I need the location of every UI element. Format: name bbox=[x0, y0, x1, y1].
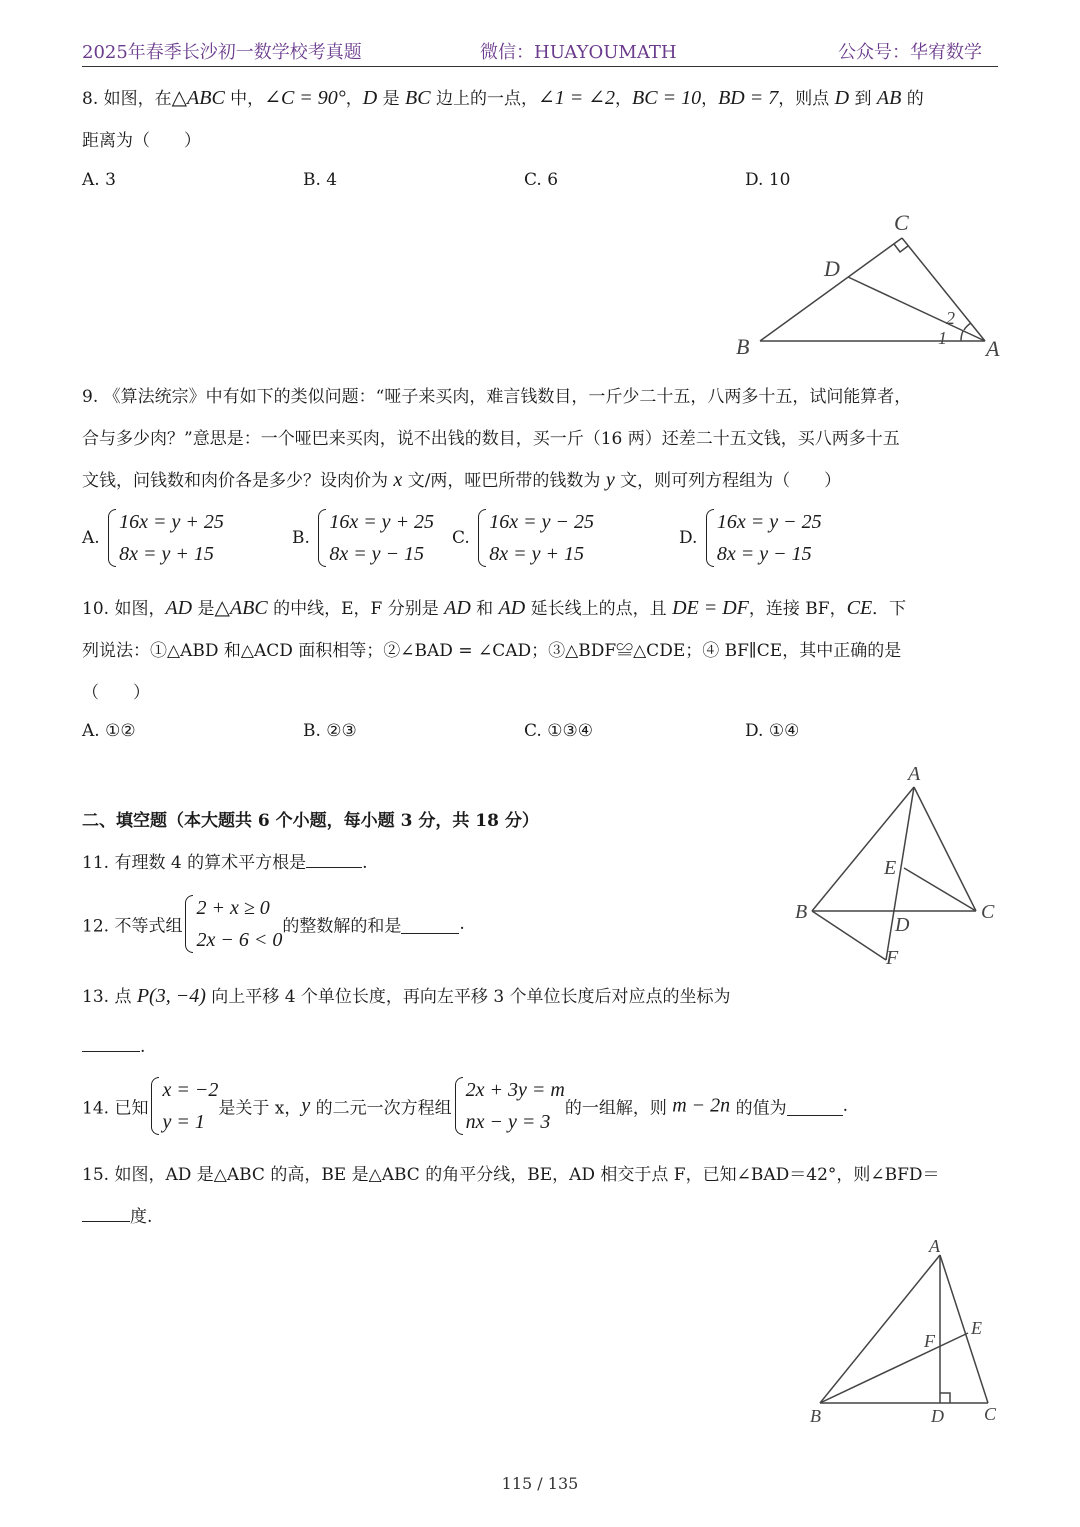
q15-label-e: E bbox=[971, 1318, 982, 1338]
q10-label-b: B bbox=[795, 901, 808, 923]
header-right: 公众号：华宥数学 bbox=[838, 42, 982, 63]
q15-segment-ab bbox=[820, 1255, 940, 1403]
q15-line1: 15. 如图，AD 是△ABC 的高，BE 是△ABC 的角平分线，BE，AD 相交于点 F，已知∠BAD＝42°，则∠BFD＝ bbox=[82, 1165, 940, 1185]
q10-option-c: C. ①③④ bbox=[524, 721, 593, 741]
header-center: 微信：HUAYOUMATH bbox=[480, 42, 677, 63]
q10-label-c: C bbox=[981, 901, 995, 923]
q10-option-a: A. ①② bbox=[82, 721, 136, 741]
q8-label-c: C bbox=[894, 210, 909, 235]
q12-line: 12. 不等式组 2 + x ≥ 0 2x − 6 < 0 的整数解的和是 . bbox=[82, 892, 465, 956]
q13-line2: . bbox=[82, 1033, 145, 1057]
q10-line2: 列说法：①△ABD 和△ACD 面积相等；②∠BAD = ∠CAD；③△BDF≌△CDE；④ BF∥CE，其中正确的是 bbox=[82, 641, 902, 661]
q9-option-a: A. 16x = y + 25 8x = y + 15 bbox=[82, 506, 224, 570]
q10-line1: 10. 如图，AD 是△ABC 的中线，E，F 分别是 AD 和 AD 延长线上的点，且 DE = DF，连接 BF，CE．下 bbox=[82, 597, 907, 619]
q10-label-d: D bbox=[895, 914, 910, 936]
q9-option-b: B. 16x = y + 25 8x = y − 15 bbox=[292, 506, 434, 570]
q9-line2: 合与多少肉？”意思是：一个哑巴来买肉，说不出钱的数目，买一斤（16 两）还差二十五文钱，买八两多十五 bbox=[82, 429, 900, 449]
q15-label-c: C bbox=[984, 1404, 997, 1424]
q10-option-d: D. ①④ bbox=[745, 721, 800, 741]
q8-option-a: A. 3 bbox=[82, 170, 116, 190]
q15-right-angle-mark bbox=[940, 1393, 950, 1403]
q10-option-b: B. ②③ bbox=[303, 721, 357, 741]
q9-line3: 文钱，问钱数和肉价各是多少？设肉价为 x 文/两，哑巴所带的钱数为 y 文，则可列方程组为（ ） bbox=[82, 469, 842, 491]
q13-line1: 13. 点 P(3, −4) 向上平移 4 个单位长度，再向左平移 3 个单位长度后对应点的坐标为 bbox=[82, 985, 731, 1007]
q15-label-f: F bbox=[924, 1331, 935, 1351]
q8-label-b: B bbox=[736, 334, 750, 359]
q10-label-f: F bbox=[886, 947, 899, 969]
q8-line2: 距离为（ ） bbox=[82, 131, 201, 151]
section2-title: 二、填空题（本大题共 6 个小题，每小题 3 分，共 18 分） bbox=[82, 811, 539, 831]
q9-line1: 9. 《算法统宗》中有如下的类似问题：“哑子来买肉，难言钱数目，一斤少二十五，八两多十五，试问能算者， bbox=[82, 387, 912, 407]
q8-option-d: D. 10 bbox=[745, 170, 791, 190]
q15-label-d: D bbox=[931, 1406, 944, 1426]
q8-label-a: A bbox=[986, 336, 1000, 361]
q15-line2: 度. bbox=[82, 1202, 152, 1227]
q8-label-d: D bbox=[824, 256, 840, 281]
q10-line3: （ ） bbox=[82, 683, 150, 703]
page-number: 115 / 135 bbox=[501, 1474, 579, 1493]
q14-line: 14. 已知 x = −2 y = 1 是关于 x，y 的二元一次方程组 2x + 3y = m nx − y = 3 的一组解，则 m − 2n 的值为 . bbox=[82, 1074, 848, 1138]
header-left: 2025年春季长沙初一数学校考真题 bbox=[82, 42, 362, 63]
q8-label-angle2: 2 bbox=[946, 308, 955, 328]
q8-option-b: B. 4 bbox=[303, 170, 338, 190]
q8-line1: 8. 如图，在△ABC 中，∠C = 90°，D 是 BC 边上的一点，∠1 = ∠2，BC = 10，BD = 7，则点 D 到 AB 的 bbox=[82, 87, 924, 109]
q8-label-angle1: 1 bbox=[938, 328, 947, 348]
q8-option-c: C. 6 bbox=[524, 170, 559, 190]
q10-label-a: A bbox=[908, 763, 921, 785]
q11-line: 11. 有理数 4 的算术平方根是 . bbox=[82, 848, 367, 873]
q10-label-e: E bbox=[884, 857, 897, 879]
q9-option-d: D. 16x = y − 25 8x = y − 15 bbox=[679, 506, 822, 570]
q15-label-b: B bbox=[810, 1406, 821, 1426]
q15-label-a: A bbox=[929, 1236, 940, 1256]
q9-option-c: C. 16x = y − 25 8x = y + 15 bbox=[452, 506, 594, 570]
